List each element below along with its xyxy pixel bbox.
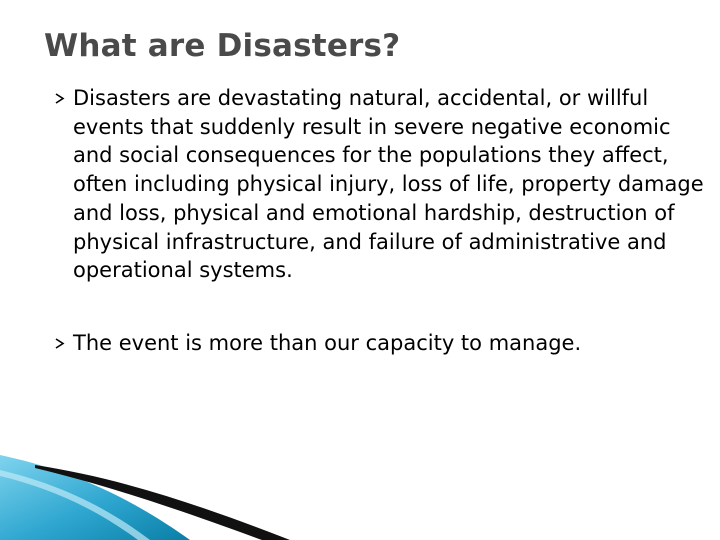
bullet-list xyxy=(52,84,712,358)
bullet-item xyxy=(52,329,712,358)
bullet-text: The event is more than our capacity to manage. xyxy=(73,330,582,355)
light-stripe-shape xyxy=(0,470,150,540)
dark-line-shape xyxy=(35,465,290,540)
bullet-text: Disasters are devastating natural, accidental, or willful events that suddenly result in severe negative economic and social consequences for the populations they affect, often including physical injury, loss of life, property damage and loss, physical and emotional hardship, destruction of physical infrastructure, and failure of administrative and operational systems. xyxy=(73,86,704,283)
bullet-item xyxy=(52,84,712,285)
slide-title: What are Disasters? xyxy=(44,28,401,64)
arrow-bullet-icon xyxy=(54,93,65,104)
arrow-bullet-icon xyxy=(54,338,65,349)
blue-wave-shape xyxy=(0,455,190,540)
